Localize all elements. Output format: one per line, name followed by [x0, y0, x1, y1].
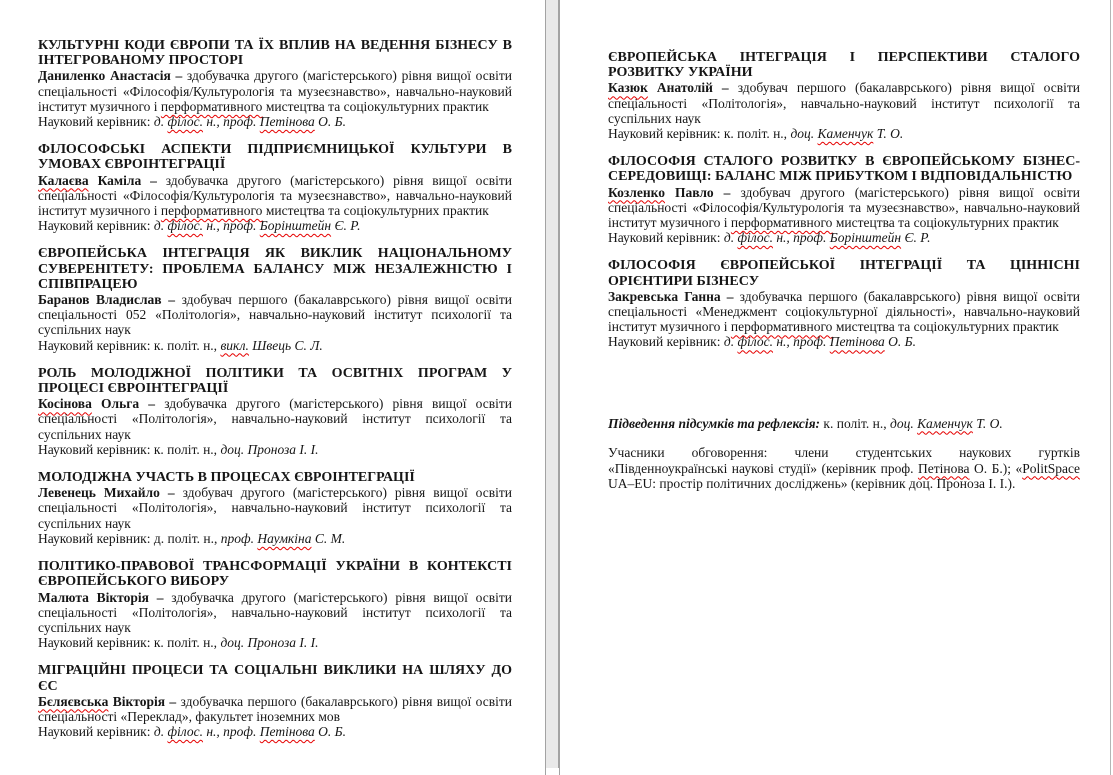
text-segment: мистецтва та соціокультурних практик	[832, 215, 1059, 231]
program-entry	[608, 154, 1080, 245]
text-segment: Науковий керівник: к. політ. н.,	[38, 441, 221, 457]
entry-description	[38, 590, 512, 636]
text-segment: здобувачка другого (магістерського) рівня вищої освіти спеціальності «Політологія», навчально-науковий інститут психології та суспільних наук	[38, 396, 512, 442]
entry-title: ФІЛОСОФСЬКІ АСПЕКТИ ПІДПРИЄМНИЦЬКОЇ КУЛЬТУРИ В УМОВАХ ЄВРОІНТЕГРАЦІЇ	[38, 142, 512, 173]
text-segment: доц. Проноза І. І.	[220, 635, 319, 651]
program-entry	[38, 142, 512, 233]
text-segment: мистецтва та соціокультурних практик	[832, 319, 1059, 335]
entry-supervisor	[38, 114, 512, 129]
page-left	[0, 0, 546, 775]
text-segment: Каміла –	[88, 172, 166, 188]
text-segment: Баранов Владислав –	[38, 292, 182, 308]
entry-supervisor	[38, 531, 512, 546]
spellcheck-flagged-text: перформативного	[160, 98, 263, 114]
entry-supervisor	[38, 338, 512, 353]
spellcheck-flagged-text: PolitSpace	[1022, 460, 1080, 476]
entry-description	[38, 396, 512, 442]
spellcheck-flagged-text: філос.	[737, 230, 773, 246]
entry-description	[608, 185, 1080, 231]
entry-title: ЄВРОПЕЙСЬКА ІНТЕГРАЦІЯ ЯК ВИКЛИК НАЦІОНАЛЬНОМУ СУВЕРЕНІТЕТУ: ПРОБЛЕМА БАЛАНСУ МІЖ НЕЗАЛЕЖНІСТЮ І СПІВПРАЦЕЮ	[38, 246, 512, 292]
spellcheck-flagged-text: Козленко	[608, 184, 665, 200]
text-segment: д.	[723, 334, 738, 350]
text-segment: проф.	[220, 530, 258, 546]
spellcheck-flagged-text: Петінова	[829, 334, 885, 350]
text-segment: н., проф.	[202, 724, 260, 740]
program-entry	[38, 38, 512, 129]
text-segment: Науковий керівник: к. політ. н.,	[608, 126, 791, 142]
text-segment: здобувачка другого (магістерського) рівня вищої освіти спеціальності «Філософія/Культурологія та музеєзнавство», навчально-науковий інститут музичного і	[38, 68, 512, 114]
spellcheck-flagged-text: Калаєва	[38, 172, 89, 188]
text-segment: О. Б.	[884, 334, 917, 350]
text-segment: Науковий керівник: к. політ. н.,	[38, 337, 221, 353]
text-segment: Підведення підсумків та рефлексія:	[608, 415, 821, 431]
entry-title: ЄВРОПЕЙСЬКА ІНТЕГРАЦІЯ І ПЕРСПЕКТИВИ СТАЛОГО РОЗВИТКУ УКРАЇНИ	[608, 50, 1080, 81]
entry-supervisor	[38, 442, 512, 457]
text-segment: здобувачка першого (бакалаврського) рівня вищої освіти спеціальності «Переклад», факультет іноземних мов	[38, 693, 512, 724]
spellcheck-flagged-text: філос.	[167, 114, 203, 130]
text-segment: доц. Проноза І. І.	[220, 441, 319, 457]
text-segment: Вікторія –	[108, 693, 181, 709]
text-segment: Закревська Ганна –	[608, 288, 740, 304]
program-entry	[38, 559, 512, 650]
program-entry	[38, 663, 512, 739]
text-segment: к. політ. н.,	[820, 415, 890, 431]
spellcheck-flagged-text: Петінова	[259, 724, 315, 740]
text-segment: Даниленко Анастасія –	[38, 68, 187, 84]
entry-supervisor	[38, 724, 512, 739]
text-segment: Є. Р.	[901, 230, 931, 246]
text-segment: мистецтва та соціокультурних практик	[262, 98, 489, 114]
entry-title: РОЛЬ МОЛОДІЖНОЇ ПОЛІТИКИ ТА ОСВІТНІХ ПРОГРАМ У ПРОЦЕСІ ЄВРОІНТЕГРАЦІЇ	[38, 365, 512, 397]
text-segment: Науковий керівник:	[38, 114, 154, 130]
text-segment: д.	[153, 218, 168, 234]
program-entry	[38, 246, 512, 352]
program-entry	[38, 366, 512, 457]
entry-supervisor	[608, 126, 1080, 141]
text-segment: О. Б.	[314, 114, 347, 130]
spellcheck-flagged-text: Косінова	[38, 396, 92, 412]
spellcheck-flagged-text: Наумкіна	[257, 530, 312, 546]
spellcheck-flagged-text: Каменчук	[817, 126, 874, 142]
entry-supervisor	[38, 635, 512, 650]
spellcheck-flagged-text: Петінова	[259, 114, 315, 130]
entry-description	[38, 173, 512, 219]
text-segment: доц.	[890, 415, 918, 431]
spellcheck-flagged-text: філос.	[737, 334, 773, 350]
spellcheck-flagged-text: Казюк	[608, 80, 648, 96]
text-segment: здобувач першого (бакалаврського) рівня вищої освіти спеціальності 052 «Політологія», навчально-науковий інститут психології та суспільних наук	[38, 292, 512, 338]
text-segment: Павло –	[665, 184, 741, 200]
spellcheck-flagged-text: Бєляєвська	[38, 693, 109, 709]
text-segment: д.	[153, 114, 168, 130]
text-segment: д.	[153, 724, 168, 740]
entry-description	[38, 68, 512, 114]
page-right-content	[560, 0, 1110, 491]
spellcheck-flagged-text: філос.	[167, 724, 203, 740]
text-segment: Левенець Михайло –	[38, 485, 183, 501]
text-segment: здобувачка другого (магістерського) рівня вищої освіти спеціальності «Політологія», навчально-науковий інститут психології та суспільних наук	[38, 589, 512, 635]
text-segment: доц.	[790, 126, 818, 142]
text-segment: Науковий керівник:	[608, 334, 724, 350]
spellcheck-flagged-text: Борінштейн	[259, 218, 332, 234]
text-segment: Т. О.	[972, 415, 1003, 431]
text-segment: здобувачка другого (магістерського) рівня вищої освіти спеціальності «Філософія/Культурологія та музеєзнавство», навчально-науковий інститут музичного і	[38, 172, 512, 219]
spellcheck-flagged-text: перформативного	[730, 215, 833, 231]
page-gap	[546, 0, 559, 768]
text-segment: Малюта Вікторія –	[38, 589, 172, 605]
page-right	[559, 0, 1111, 775]
spellcheck-flagged-text: перформативного	[730, 319, 833, 335]
text-segment: Є. Р.	[331, 218, 361, 234]
text-segment: О. Б.); «	[969, 460, 1023, 476]
text-segment: Науковий керівник: д. політ. н.,	[38, 530, 221, 546]
spellcheck-flagged-text: Каменчук	[917, 415, 973, 431]
entry-supervisor	[608, 334, 1080, 349]
text-segment: здобувач другого (магістерського) рівня вищої освіти спеціальності «Філософія/Культурологія та музеєзнавство», навчально-науковий інститут музичного і	[608, 184, 1080, 231]
text-segment: д.	[723, 230, 738, 246]
text-segment: н., проф.	[202, 114, 260, 130]
entry-description	[38, 694, 512, 724]
entry-description	[38, 485, 512, 531]
spellcheck-flagged-text: викл.	[220, 337, 249, 353]
text-segment: Науковий керівник:	[38, 218, 154, 234]
text-segment: Ольга –	[91, 396, 165, 412]
text-segment: О. Б.	[314, 724, 347, 740]
entry-title: ПОЛІТИКО-ПРАВОВОЇ ТРАНСФОРМАЦІЇ УКРАЇНИ В КОНТЕКСТІ ЄВРОПЕЙСЬКОГО ВИБОРУ	[38, 559, 512, 590]
spellcheck-flagged-text: філос.	[167, 218, 203, 234]
spellcheck-flagged-text: Петінова	[917, 460, 970, 476]
text-segment: н., проф.	[772, 334, 830, 350]
entry-description	[608, 80, 1080, 126]
spellcheck-flagged-text: перформативного	[160, 203, 263, 219]
text-segment: С. М.	[311, 530, 346, 546]
text-segment: здобувач першого (бакалаврського) рівня вищої освіти спеціальності «Політологія», навчально-науковий інститут психології та суспільних наук	[608, 80, 1080, 126]
program-entry	[608, 258, 1080, 349]
text-segment: Науковий керівник:	[608, 230, 724, 246]
text-segment: Науковий керівник: к. політ. н.,	[38, 635, 221, 651]
entry-title: ФІЛОСОФІЯ СТАЛОГО РОЗВИТКУ В ЄВРОПЕЙСЬКОМУ БІЗНЕС-СЕРЕДОВИЩІ: БАЛАНС МІЖ ПРИБУТКОМ І ВІДПОВІДАЛЬНІСТЮ	[608, 154, 1080, 185]
entry-title: МІГРАЦІЙНІ ПРОЦЕСИ ТА СОЦІАЛЬНІ ВИКЛИКИ НА ШЛЯХУ ДО ЄС	[38, 663, 512, 694]
text-segment: Анатолій –	[647, 80, 738, 96]
text-segment: здобувачка першого (бакалаврського) рівня вищої освіти спеціальності «Менеджмент соціокультурної діяльності», навчально-науковий інститут музичного і	[608, 288, 1080, 335]
entry-description	[38, 292, 512, 338]
text-segment: UA–EU: простір політичних досліджень» (керівник доц. Проноза І. І.).	[608, 475, 1016, 491]
text-segment: Учасники обговорення: члени студентських наукових гуртків «Південноукраїнські наукові студії» (керівник проф.	[608, 445, 1080, 476]
entry-title: ФІЛОСОФІЯ ЄВРОПЕЙСЬКОЇ ІНТЕГРАЦІЇ ТА ЦІННІСНІ ОРІЄНТИРИ БІЗНЕСУ	[608, 258, 1080, 289]
spellcheck-flagged-text: Борінштейн	[829, 230, 902, 246]
program-entry	[38, 470, 512, 546]
entry-title: КУЛЬТУРНІ КОДИ ЄВРОПИ ТА ЇХ ВПЛИВ НА ВЕДЕННЯ БІЗНЕСУ В ІНТЕГРОВАНОМУ ПРОСТОРІ	[38, 38, 512, 69]
entry-title: МОЛОДІЖНА УЧАСТЬ В ПРОЦЕСАХ ЄВРОІНТЕГРАЦІЇ	[38, 470, 415, 486]
text-segment: здобувач другого (магістерського) рівня вищої освіти спеціальності «Політологія», навчально-науковий інститут психології та суспільних наук	[38, 485, 512, 531]
text-segment: н., проф.	[202, 218, 260, 234]
text-segment: Науковий керівник:	[38, 724, 154, 740]
participants-paragraph	[608, 445, 1080, 491]
entry-supervisor	[38, 218, 512, 233]
entry-description	[608, 289, 1080, 335]
program-entry	[608, 50, 1080, 141]
entry-supervisor	[608, 230, 1080, 245]
text-segment: Т. О.	[873, 126, 904, 142]
closing-summary-line	[608, 416, 1080, 431]
text-segment: Швець С. Л.	[248, 337, 323, 353]
page-left-content	[0, 0, 545, 739]
text-segment: н., проф.	[772, 230, 830, 246]
text-segment: мистецтва та соціокультурних практик	[262, 203, 489, 219]
